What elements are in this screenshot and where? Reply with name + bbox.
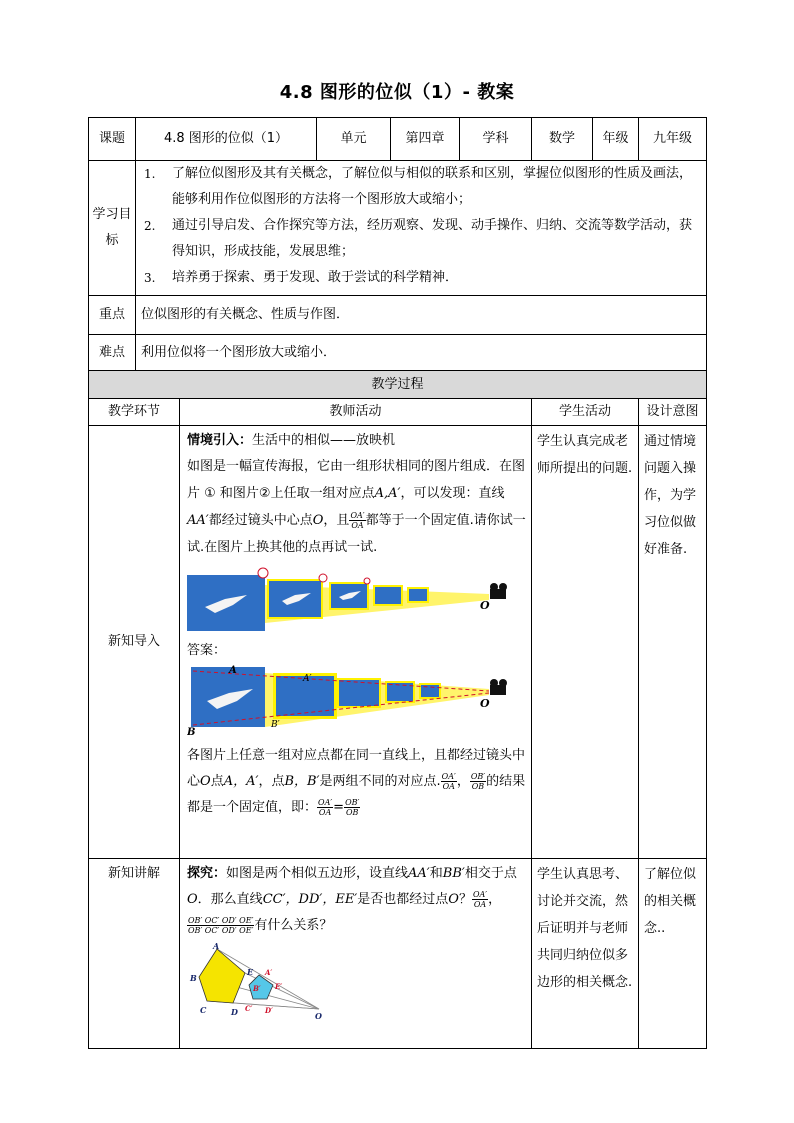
key-point-text: 位似图形的有关概念、性质与作图． bbox=[136, 296, 707, 335]
answer-photo-4 bbox=[387, 683, 413, 701]
col-teacher-header: 教师活动 bbox=[180, 399, 532, 426]
fig2-b-prime-label: B′ bbox=[271, 720, 280, 730]
goal-text: 了解位似图形及其有关概念，了解位似与相似的联系和区别，掌握位似图形的性质及画法，能够利用作位似图形的方法将一个图形放大或缩小； bbox=[172, 166, 693, 207]
lesson-plan-grid bbox=[88, 117, 707, 1049]
intro-o: O bbox=[312, 513, 324, 528]
answer-a-pair: A，A′ bbox=[223, 774, 259, 789]
intro-p1c: 都经过镜头中心点 bbox=[208, 513, 313, 528]
student-activity-explain: 学生认真思考、讨论并交流，然后证明并与老师共同归纳位似多边形的相关概念. bbox=[532, 859, 639, 1049]
answer-p2c: ，点 bbox=[258, 774, 285, 789]
answer-p2e: ， bbox=[456, 774, 470, 789]
explore-and: 和 bbox=[429, 866, 443, 881]
pentagon-label: O bbox=[315, 1011, 322, 1021]
marker-1 bbox=[258, 568, 268, 578]
intro-bold-label: 情境引入： bbox=[187, 433, 253, 448]
answer-o: O bbox=[200, 774, 211, 789]
answer-p2b: 点 bbox=[210, 774, 224, 789]
goal-number: 1. bbox=[144, 167, 156, 181]
intro-p1a: 如图是一幅宣传海报，它由一组形状相同的图片组成．在图片 ① 和图片②上任取一组对应点 bbox=[187, 459, 526, 501]
stage-explain: 新知讲解 bbox=[89, 859, 180, 1049]
fraction-explore-others: $\frac{OB' OC' OD' OE'}{OB' OC' OD' OE'}$ bbox=[188, 916, 254, 935]
fraction-oa-2: $\frac{OA'}{OA}$ bbox=[441, 772, 456, 791]
intro-p1b: ，可以发现：直线 bbox=[400, 486, 505, 501]
unit-value: 第四章 bbox=[391, 118, 460, 161]
intro-pts: A,A′ bbox=[374, 486, 401, 501]
course-label: 课题 bbox=[89, 118, 136, 161]
answer-b-pair: B，B′ bbox=[284, 774, 320, 789]
pentagon-label: C′ bbox=[245, 1004, 253, 1013]
student-activity-intro: 学生认真完成老师所提出的问题. bbox=[532, 426, 639, 859]
pentagon-label: E bbox=[247, 967, 254, 977]
pentagon-figure bbox=[187, 943, 337, 1021]
process-heading: 教学过程 bbox=[89, 371, 707, 399]
equals-sign: = bbox=[333, 800, 345, 815]
fraction-explore-oa: $\frac{OA'}{OA}$ bbox=[472, 890, 488, 909]
goal-text: 培养勇于探索、勇于发现、敢于尝试的科学精神． bbox=[172, 270, 459, 285]
fig1-o-label: O bbox=[480, 599, 490, 612]
fig2-o-label: O bbox=[480, 697, 490, 710]
unit-label: 单元 bbox=[317, 118, 391, 161]
explore-aa: AA′ bbox=[408, 866, 430, 881]
explore-t1e: 有什么关系？ bbox=[254, 918, 333, 933]
fraction-ob-1: $\frac{OB'}{OB}$ bbox=[470, 772, 486, 791]
goals-content bbox=[136, 161, 707, 296]
answer-p2d: 是两组不同的对应点. bbox=[319, 774, 441, 789]
pentagon-label: B bbox=[190, 973, 197, 983]
course-value: 4.8 图形的位似（1） bbox=[136, 118, 317, 161]
fig2-b-label: B bbox=[187, 727, 196, 737]
goal-item bbox=[144, 213, 698, 265]
fraction-oa-1: $\frac{OA'}{OA}$ bbox=[350, 511, 365, 530]
explore-bold-label: 探究： bbox=[187, 866, 227, 881]
difficulty-text: 利用位似将一个图形放大或缩小． bbox=[136, 335, 707, 371]
answer-label: 答案： bbox=[187, 643, 227, 658]
goals-label: 学习目标 bbox=[89, 161, 136, 296]
pentagon-label: D′ bbox=[265, 1006, 273, 1015]
fig2-a-label: A bbox=[229, 665, 237, 676]
answer-photo-3 bbox=[339, 680, 379, 706]
key-point-label: 重点 bbox=[89, 296, 136, 335]
stage-intro: 新知导入 bbox=[89, 426, 180, 859]
projector-answer-figure bbox=[187, 663, 532, 737]
answer-p2f: 的结果都是一个固定值，即： bbox=[187, 774, 526, 815]
goal-number: 2. bbox=[144, 219, 156, 233]
answer-camera-icon bbox=[490, 679, 507, 695]
intro-p1d: ，且 bbox=[323, 513, 350, 528]
subject-label: 学科 bbox=[460, 118, 532, 161]
grade-label: 年级 bbox=[593, 118, 639, 161]
projector-figure bbox=[187, 567, 532, 639]
pentagon-label: A′ bbox=[265, 968, 273, 977]
design-intent-intro: 通过情境问题入操作，为学习位似做好准备. bbox=[639, 426, 707, 859]
pentagon-label: B′ bbox=[253, 984, 261, 993]
document-title: 4.8 图形的位似（1）- 教案 bbox=[279, 82, 515, 103]
fig2-a-prime-label: A′ bbox=[303, 674, 312, 684]
pentagon-label: E′ bbox=[275, 982, 283, 991]
explore-o2: O bbox=[448, 892, 459, 907]
pentagon-label: D bbox=[231, 1007, 238, 1017]
subject-value: 数学 bbox=[532, 118, 593, 161]
photo-4 bbox=[375, 587, 401, 604]
pentagon-label: C bbox=[200, 1005, 207, 1015]
goal-number: 3. bbox=[144, 271, 156, 285]
fraction-oa-3: $\frac{OA'}{OA}$ bbox=[318, 798, 333, 817]
marker-2 bbox=[319, 574, 327, 582]
marker-3 bbox=[364, 578, 370, 584]
explore-q: ？ bbox=[458, 892, 472, 907]
fraction-ob-2: $\frac{OB'}{OB}$ bbox=[345, 798, 360, 817]
photo-5 bbox=[409, 589, 427, 601]
teacher-activity-intro bbox=[180, 426, 532, 859]
goal-item bbox=[144, 265, 698, 291]
answer-p2a: 各图片上任意一组对应点都在同一直线上，且都经过镜头中心 bbox=[187, 748, 526, 789]
goal-text: 通过引导启发、合作探究等方法，经历观察、发现、动手操作、归纳、交流等数学活动，获得知识，形成技能，发展思维； bbox=[172, 218, 693, 259]
large-pentagon bbox=[199, 949, 245, 1003]
explore-t1c: ．那么直线 bbox=[197, 892, 263, 907]
explore-bb: BB′ bbox=[442, 866, 465, 881]
explore-t1d: 是否也都经过点 bbox=[357, 892, 449, 907]
difficulty-label: 难点 bbox=[89, 335, 136, 371]
col-intent-header: 设计意图 bbox=[639, 399, 707, 426]
pentagon-label: A bbox=[213, 943, 220, 951]
explore-o: O bbox=[187, 892, 198, 907]
design-intent-explain: 了解位似的相关概念.. bbox=[639, 859, 707, 1049]
explore-t1: 如图是两个相似五边形，设直线 bbox=[226, 866, 409, 881]
grade-value: 九年级 bbox=[639, 118, 707, 161]
col-stage-header: 教学环节 bbox=[89, 399, 180, 426]
intro-text: 生活中的相似——放映机 bbox=[252, 433, 396, 448]
intro-line: AA′ bbox=[187, 513, 209, 528]
teacher-activity-explain: 探究：如图是两个相似五边形，设直线AA′和BB′相交于点O．那么直线CC′，DD′，EE′是否也都经过点O？ $\frac{OA'}{OA}$ ， $\frac{OB' OC' OD' OE'}{OB' OC' OD' OE'}$ 有什么关系？ A B C D E A′ B′ C′ D′ E′ O bbox=[180, 859, 532, 1049]
goals-list bbox=[144, 161, 698, 291]
intro-p1e: 都等于一个固定值.请你试一试.在图片上换其他的点再试一试. bbox=[187, 513, 526, 555]
col-student-header: 学生活动 bbox=[532, 399, 639, 426]
projector-camera-icon bbox=[490, 583, 507, 599]
goal-item bbox=[144, 161, 698, 213]
explore-lines: CC′，DD′，EE′ bbox=[262, 892, 358, 907]
explore-t1b: 相交于点 bbox=[464, 866, 517, 881]
